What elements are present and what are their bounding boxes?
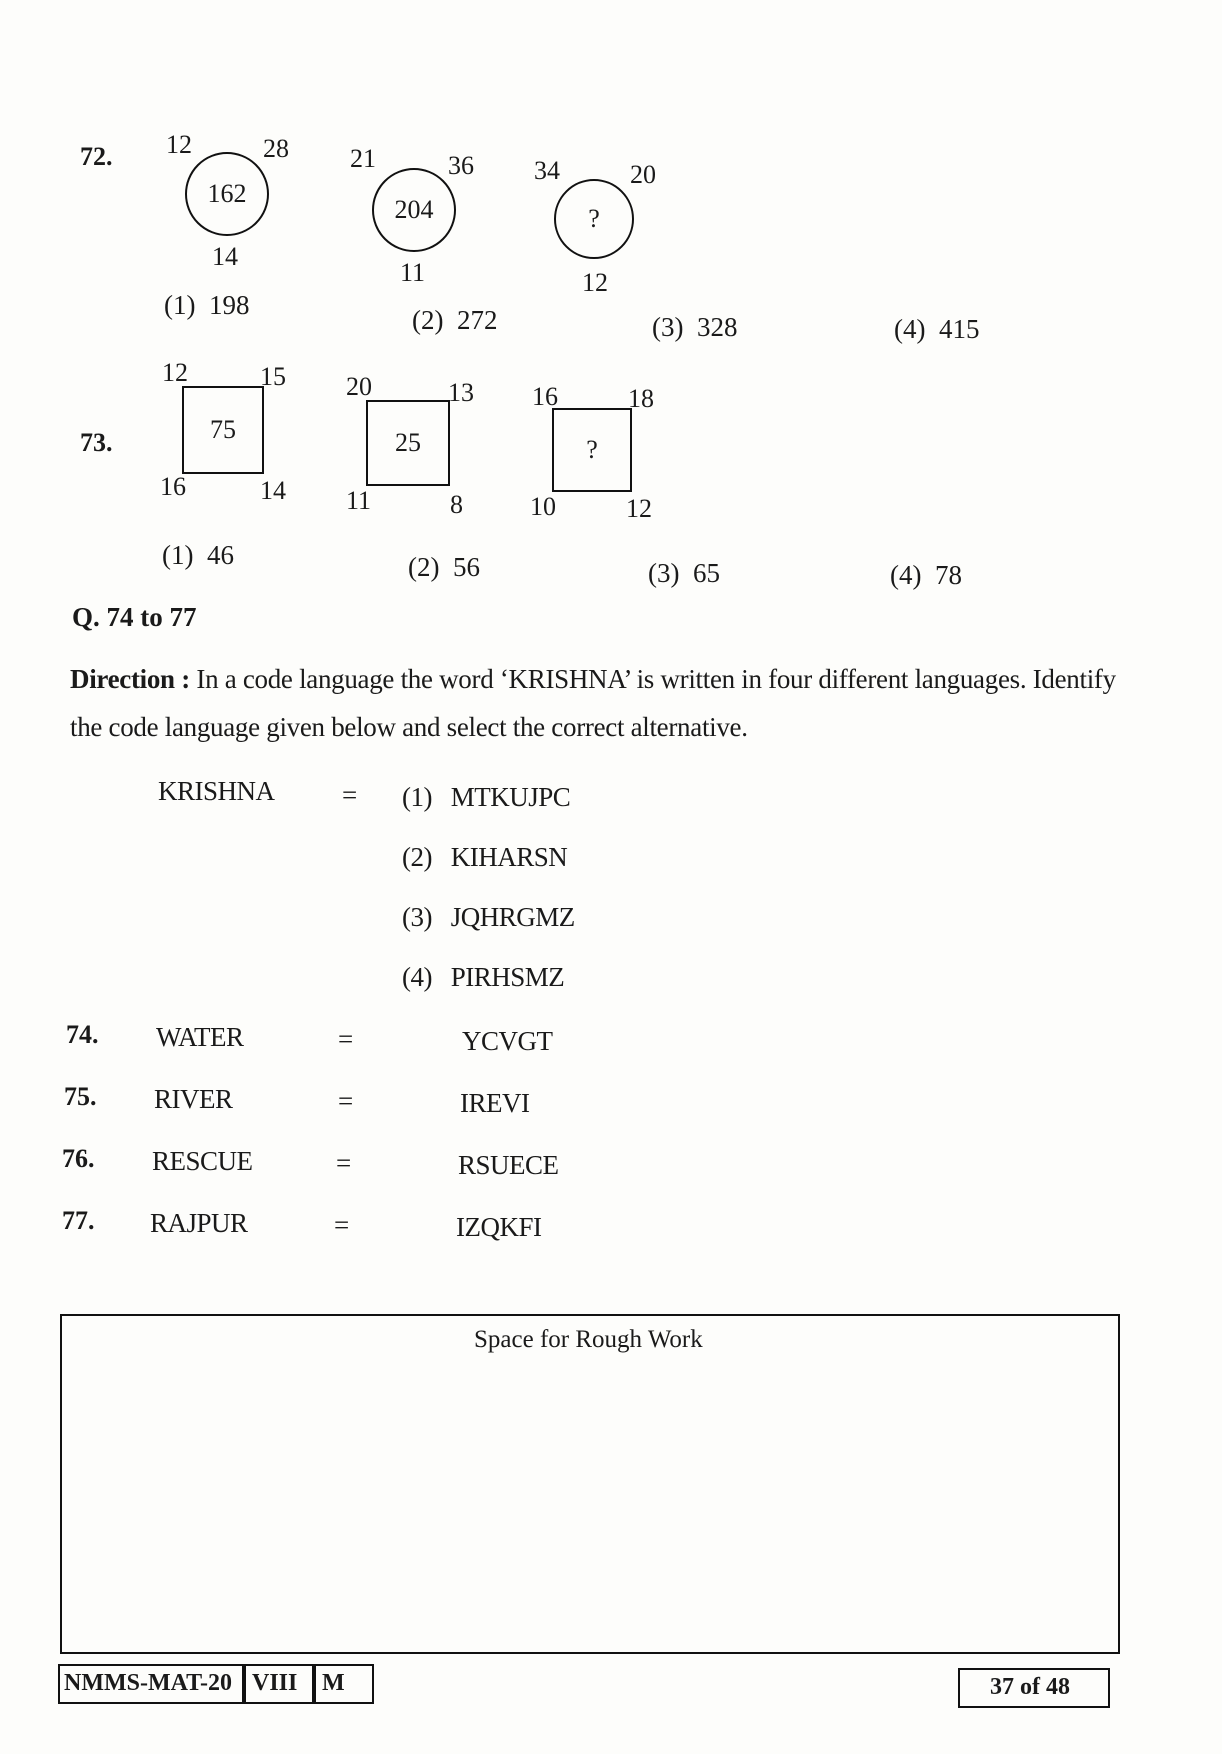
square-shape	[366, 400, 450, 486]
figure-number: 12	[582, 268, 608, 297]
circle-shape	[185, 152, 269, 236]
figure-number: 10	[530, 492, 556, 521]
alternative-2: (2) KIHARSN	[402, 842, 568, 872]
figure-number: 16	[160, 472, 186, 501]
figure-number: 20	[630, 160, 656, 189]
question-number: 75.	[64, 1082, 97, 1111]
question-range: Q. 74 to 77	[72, 602, 197, 632]
question-code: YCVGT	[462, 1026, 553, 1056]
option-4[interactable]: (4) 415	[894, 314, 980, 344]
question-word: WATER	[156, 1022, 244, 1052]
option-2[interactable]: (2) 56	[408, 552, 480, 582]
figure-center: 162	[207, 179, 247, 208]
figure-number: 21	[350, 144, 376, 173]
direction-line-2: the code language given below and select the correct alternative.	[70, 712, 748, 742]
alternative-1: (1) MTKUJPC	[402, 782, 571, 812]
alternative-4: (4) PIRHSMZ	[402, 962, 565, 992]
figure-center: ?	[586, 435, 598, 464]
figure-number: 34	[534, 156, 560, 185]
figure-number: 12	[166, 130, 192, 159]
page-number: 37 of 48	[990, 1674, 1070, 1700]
equals-sign: =	[338, 1086, 353, 1116]
figure-number: 20	[346, 372, 372, 401]
equals-sign: =	[342, 780, 357, 810]
footer-code: NMMS-MAT-20	[64, 1670, 232, 1696]
figure-number: 18	[628, 384, 654, 413]
rough-work-label: Space for Rough Work	[474, 1326, 703, 1353]
question-number: 76.	[62, 1144, 95, 1173]
figure-center: 25	[395, 428, 421, 457]
figure-number: 36	[448, 151, 474, 180]
circle-shape	[554, 179, 634, 259]
figure-number: 14	[260, 476, 286, 505]
key-word: KRISHNA	[158, 776, 275, 806]
figure-number: 28	[263, 134, 289, 163]
equals-sign: =	[338, 1024, 353, 1054]
question-number: 77.	[62, 1206, 95, 1235]
question-code: IZQKFI	[456, 1212, 542, 1242]
figure-center: 204	[394, 195, 434, 224]
figure-number: 14	[212, 242, 238, 271]
option-1[interactable]: (1) 198	[164, 290, 250, 320]
circle-shape	[372, 168, 456, 252]
footer-set: M	[322, 1670, 345, 1696]
question-number: 72.	[80, 142, 113, 171]
figure-number: 15	[260, 362, 286, 391]
question-word: RIVER	[154, 1084, 233, 1114]
rough-work-box	[60, 1314, 1120, 1654]
question-number: 74.	[66, 1020, 99, 1049]
figure-number: 12	[162, 358, 188, 387]
option-3[interactable]: (3) 65	[648, 558, 720, 588]
question-word: RESCUE	[152, 1146, 253, 1176]
direction-line-1: Direction : In a code language the word ‘KRISHNA’ is written in four different languages. Identify	[70, 664, 1116, 694]
option-3[interactable]: (3) 328	[652, 312, 738, 342]
option-1[interactable]: (1) 46	[162, 540, 234, 570]
square-shape	[182, 386, 264, 474]
footer-class: VIII	[252, 1670, 298, 1696]
equals-sign: =	[336, 1148, 351, 1178]
question-word: RAJPUR	[150, 1208, 248, 1238]
figure-center: 75	[210, 415, 236, 444]
figure-number: 13	[448, 378, 474, 407]
alternative-3: (3) JQHRGMZ	[402, 902, 575, 932]
option-2[interactable]: (2) 272	[412, 305, 498, 335]
question-number: 73.	[80, 428, 113, 457]
figure-number: 8	[450, 490, 463, 519]
figure-number: 12	[626, 494, 652, 523]
figure-number: 11	[400, 258, 426, 287]
option-4[interactable]: (4) 78	[890, 560, 962, 590]
question-code: RSUECE	[458, 1150, 559, 1180]
question-code: IREVI	[460, 1088, 530, 1118]
figure-number: 11	[346, 486, 372, 515]
equals-sign: =	[334, 1210, 349, 1240]
figure-center: ?	[588, 204, 600, 233]
figure-number: 16	[532, 382, 558, 411]
square-shape	[552, 408, 632, 492]
